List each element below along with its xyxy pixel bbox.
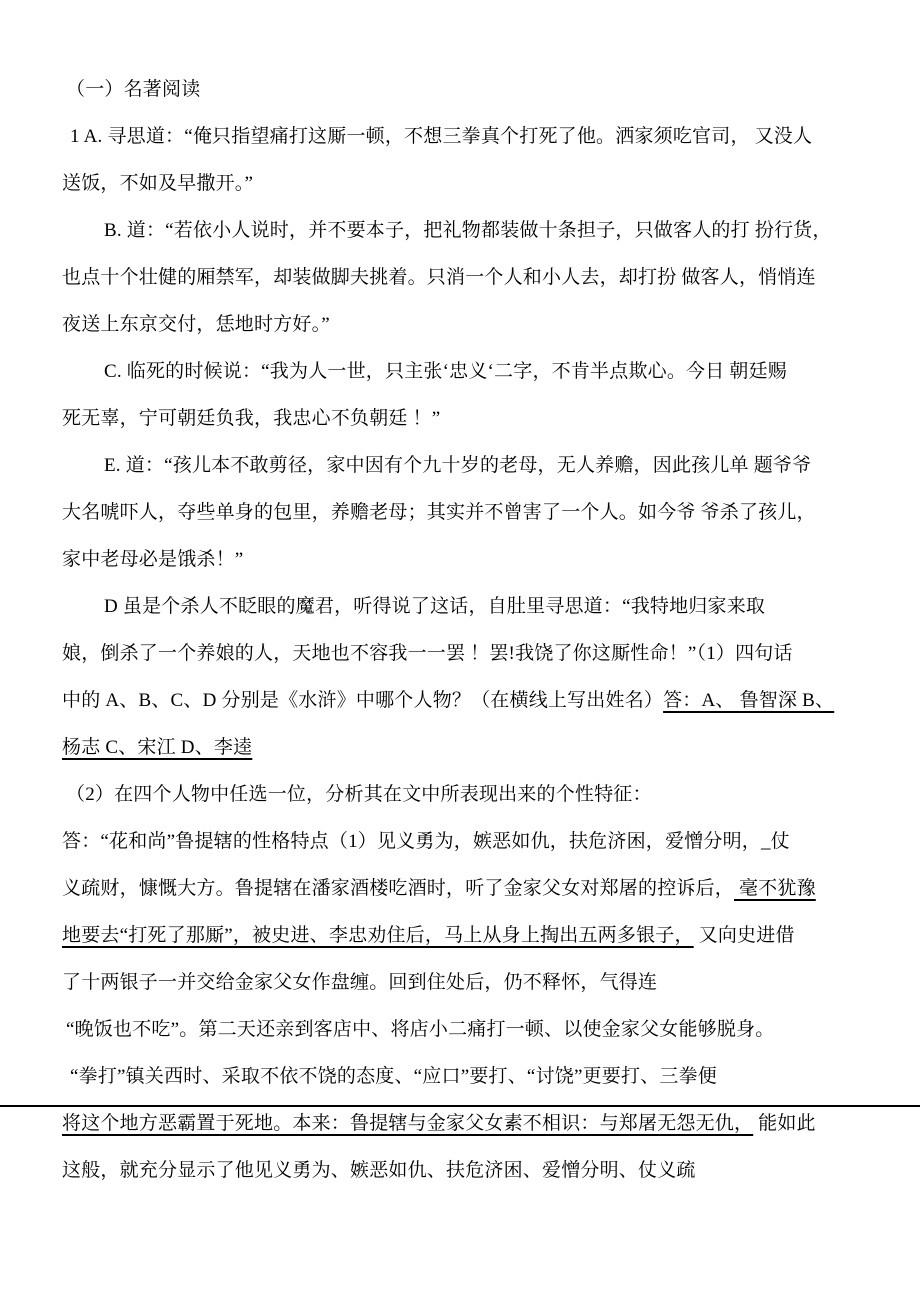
text-segment: E. 道：“孩儿本不敢剪径，家中因有个九十岁的老母，无人养赡，因此孩儿单 题爷爷 [104, 455, 812, 476]
text-segment: （2）在四个人物中任选一位，分析其在文中所表现出来的个性特征： [66, 784, 652, 805]
text-line [62, 536, 862, 583]
text-line [62, 959, 862, 1006]
underlined-text-segment: 毫不犹豫 [734, 878, 816, 899]
text-line [62, 630, 862, 677]
text-line [62, 113, 862, 160]
horizontal-rule [0, 1105, 920, 1107]
text-segment: 1 A. 寻思道：“俺只指望痛打这厮一顿，不想三拳真个打死了他。洒家须吃官司， 又没人 [70, 126, 813, 147]
text-segment: 家中老母必是饿杀！” [62, 549, 244, 570]
text-line [62, 865, 862, 912]
text-segment: 能如此 [753, 1113, 816, 1134]
text-line [62, 818, 862, 865]
text-line [62, 489, 862, 536]
text-segment: 又向史进借 [693, 925, 795, 946]
text-segment: 义疏财，慷慨大方。鲁提辖在潘家酒楼吃酒时，听了金家父女对郑屠的控诉后， [62, 878, 735, 899]
text-line [62, 207, 862, 254]
text-segment: 送饭，不如及早撒开。” [62, 173, 254, 194]
text-line [62, 301, 862, 348]
text-line [62, 160, 862, 207]
text-segment: 这般，就充分显示了他见义勇为、嫉恶如仇、扶危济困、爱憎分明、仗义疏 [62, 1160, 696, 1181]
text-line [62, 1100, 862, 1147]
text-line [62, 395, 862, 442]
text-line [62, 677, 862, 724]
text-segment: D 虽是个杀人不眨眼的魔君，听得说了这话，自肚里寻思道：“我特地归家来取 [104, 596, 766, 617]
text-line [62, 583, 862, 630]
text-segment: “晚饭也不吃”。第二天还亲到客店中、将店小二痛打一顿、以使金家父女能够脱身。 [66, 1019, 775, 1040]
text-body [62, 66, 862, 1194]
text-segment: （一）名著阅读 [66, 79, 201, 100]
text-segment: 死无辜，宁可朝廷负我，我忠心不负朝廷 ！” [62, 408, 441, 429]
text-segment: 了十两银子一并交给金家父女作盘缠。回到住处后，仍不释怀，气得连 [62, 972, 658, 993]
text-line [62, 348, 862, 395]
text-segment: B. 道：“若依小人说时，并不要本子，把礼物都装做十条担子，只做客人的打 扮行货， [104, 220, 832, 241]
text-segment: 夜送上东京交付，恁地时方好。” [62, 314, 330, 335]
text-segment: “拳打”镇关西时、采取不依不饶的态度、“应口”要打、“讨饶”更要打、三拳便 [70, 1066, 718, 1087]
underlined-text-segment: 杨志 C、宋江 D、李逵 [62, 737, 253, 758]
text-segment: 也点十个壮健的厢禁军，却装做脚夫挑着。只消一个人和小人去，却打扮 做客人，悄悄连 [62, 267, 816, 288]
underlined-text-segment: 答：A、 鲁智深 B、 [663, 690, 835, 711]
text-segment: 大名唬吓人，夺些单身的包里，养赡老母；其实并不曾害了一个人。如今爷 爷杀了孩儿， [62, 502, 816, 523]
text-segment: C. 临死的时候说：“我为人一世，只主张‘忠义‘二字，不肯半点欺心。今日 朝廷赐 [104, 361, 788, 382]
text-line [62, 1053, 862, 1100]
text-line [62, 1147, 862, 1194]
text-line [62, 66, 862, 113]
text-segment: 中的 A、B、C、D 分别是《水浒》中哪个人物？（在横线上写出姓名） [62, 690, 664, 711]
text-segment: 娘，倒杀了一个养娘的人，天地也不容我一一罢 ！罢!我饶了你这厮性命！”（1）四句话 [62, 643, 793, 664]
text-line [62, 771, 862, 818]
text-line [62, 442, 862, 489]
text-segment: 答：“花和尚”鲁提辖的性格特点（1）见义勇为，嫉恶如仇，扶危济困，爱憎分明，_仗 [62, 831, 790, 852]
underlined-text-segment: 地要去“打死了那厮”，被史进、李忠劝住后，马上从身上掏出五两多银子， [62, 925, 694, 946]
text-line [62, 254, 862, 301]
text-line [62, 1006, 862, 1053]
underlined-text-segment: 将这个地方恶霸置于死地。本来：鲁提辖与金家父女素不相识：与郑屠无怨无仇， [62, 1113, 754, 1134]
text-line [62, 912, 862, 959]
text-line [62, 724, 862, 771]
